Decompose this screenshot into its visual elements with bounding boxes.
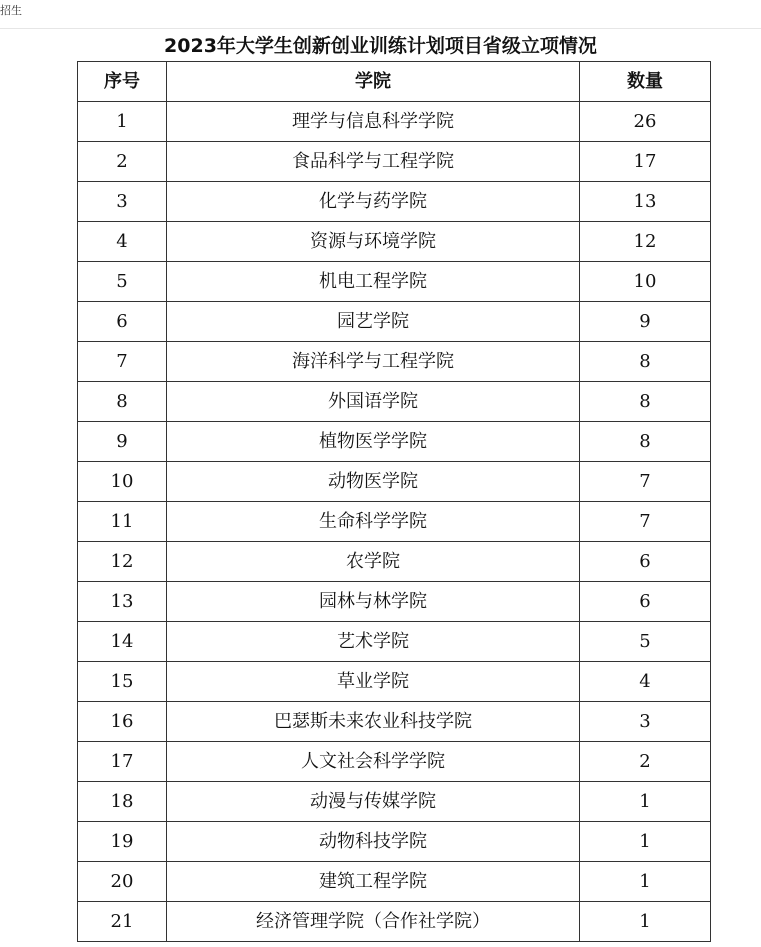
cell-college: 机电工程学院 <box>167 262 580 302</box>
cell-college: 草业学院 <box>167 662 580 702</box>
header-count: 数量 <box>580 62 711 102</box>
cell-college: 人文社会科学学院 <box>167 742 580 782</box>
cell-count: 12 <box>580 222 711 262</box>
table-row <box>78 622 711 662</box>
cell-count: 2 <box>580 742 711 782</box>
cell-count: 13 <box>580 182 711 222</box>
cell-college: 动物医学院 <box>167 462 580 502</box>
table-row <box>78 502 711 542</box>
cell-index: 17 <box>78 742 167 782</box>
table-row <box>78 382 711 422</box>
cell-count: 7 <box>580 462 711 502</box>
table-row <box>78 582 711 622</box>
cell-index: 4 <box>78 222 167 262</box>
cell-index: 6 <box>78 302 167 342</box>
table-row <box>78 822 711 862</box>
cell-index: 1 <box>78 102 167 142</box>
table-row <box>78 742 711 782</box>
cell-count: 17 <box>580 142 711 182</box>
cell-index: 19 <box>78 822 167 862</box>
cell-college: 资源与环境学院 <box>167 222 580 262</box>
table-header-row <box>78 62 711 102</box>
table-row <box>78 302 711 342</box>
cell-college: 海洋科学与工程学院 <box>167 342 580 382</box>
cell-college: 园艺学院 <box>167 302 580 342</box>
cell-index: 13 <box>78 582 167 622</box>
table-row <box>78 142 711 182</box>
cell-count: 1 <box>580 782 711 822</box>
top-strip-text: 招生 <box>0 4 22 17</box>
cell-index: 14 <box>78 622 167 662</box>
cell-count: 10 <box>580 262 711 302</box>
cell-index: 15 <box>78 662 167 702</box>
cell-college: 艺术学院 <box>167 622 580 662</box>
cell-college: 动物科技学院 <box>167 822 580 862</box>
cell-count: 8 <box>580 382 711 422</box>
cell-college: 植物医学学院 <box>167 422 580 462</box>
cell-count: 6 <box>580 542 711 582</box>
cell-college: 巴瑟斯未来农业科技学院 <box>167 702 580 742</box>
table-row <box>78 862 711 902</box>
cell-index: 3 <box>78 182 167 222</box>
table-row <box>78 222 711 262</box>
cell-index: 16 <box>78 702 167 742</box>
cell-index: 9 <box>78 422 167 462</box>
header-index: 序号 <box>78 62 167 102</box>
cell-count: 6 <box>580 582 711 622</box>
cell-count: 8 <box>580 422 711 462</box>
cell-count: 5 <box>580 622 711 662</box>
table-row <box>78 462 711 502</box>
cell-index: 8 <box>78 382 167 422</box>
cell-college: 园林与林学院 <box>167 582 580 622</box>
cell-college: 建筑工程学院 <box>167 862 580 902</box>
cell-count: 9 <box>580 302 711 342</box>
cell-count: 7 <box>580 502 711 542</box>
cell-college: 生命科学学院 <box>167 502 580 542</box>
cell-index: 20 <box>78 862 167 902</box>
table-row <box>78 782 711 822</box>
cell-college: 食品科学与工程学院 <box>167 142 580 182</box>
cell-college: 外国语学院 <box>167 382 580 422</box>
cell-college: 农学院 <box>167 542 580 582</box>
cell-count: 26 <box>580 102 711 142</box>
header-college: 学院 <box>167 62 580 102</box>
table-row <box>78 182 711 222</box>
project-count-table <box>77 61 711 942</box>
table-row <box>78 422 711 462</box>
cell-college: 理学与信息科学学院 <box>167 102 580 142</box>
table-row <box>78 702 711 742</box>
cell-index: 7 <box>78 342 167 382</box>
cell-count: 3 <box>580 702 711 742</box>
cell-index: 2 <box>78 142 167 182</box>
cell-college: 动漫与传媒学院 <box>167 782 580 822</box>
table-row <box>78 542 711 582</box>
top-strip <box>0 0 761 29</box>
cell-index: 11 <box>78 502 167 542</box>
document-title: 2023年大学生创新创业训练计划项目省级立项情况 <box>164 35 597 57</box>
cell-college: 经济管理学院（合作社学院） <box>167 902 580 942</box>
cell-count: 1 <box>580 822 711 862</box>
cell-count: 1 <box>580 862 711 902</box>
cell-count: 8 <box>580 342 711 382</box>
table-row <box>78 342 711 382</box>
cell-index: 18 <box>78 782 167 822</box>
cell-index: 10 <box>78 462 167 502</box>
table-row <box>78 262 711 302</box>
table-body <box>78 102 711 942</box>
table-row <box>78 662 711 702</box>
cell-index: 12 <box>78 542 167 582</box>
cell-index: 21 <box>78 902 167 942</box>
table-row <box>78 102 711 142</box>
cell-index: 5 <box>78 262 167 302</box>
table-row <box>78 902 711 942</box>
cell-count: 4 <box>580 662 711 702</box>
cell-count: 1 <box>580 902 711 942</box>
cell-college: 化学与药学院 <box>167 182 580 222</box>
